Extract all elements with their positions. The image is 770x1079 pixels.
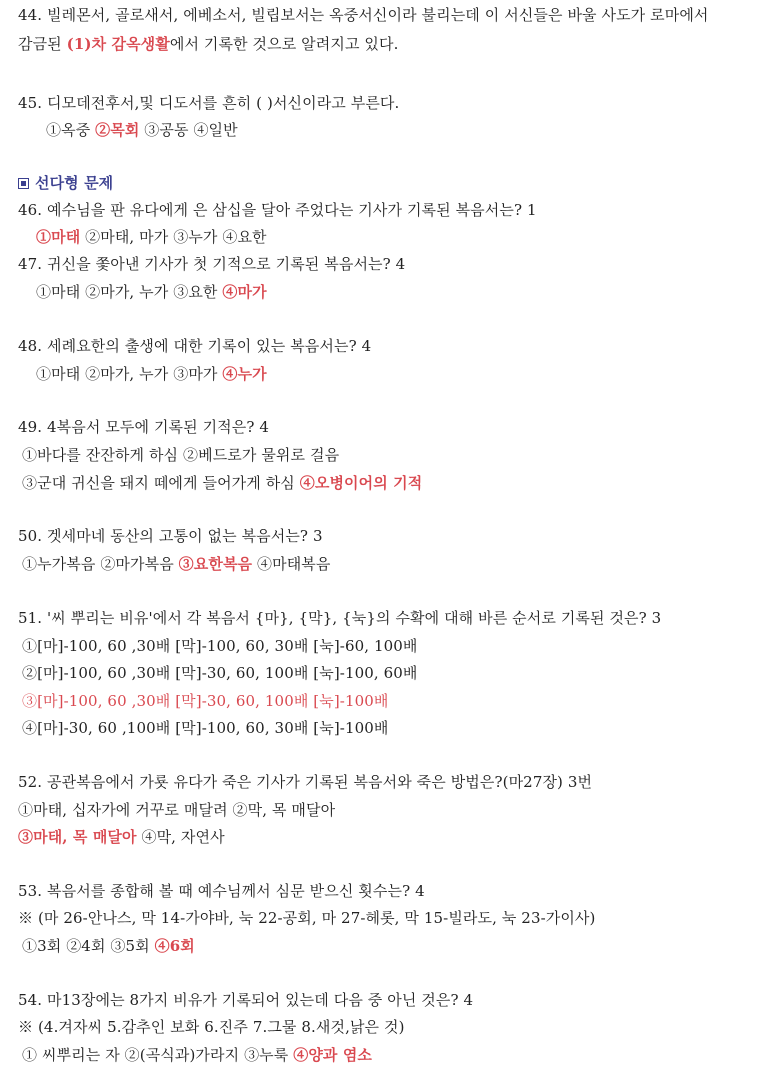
- text-segment: ※ (4.겨자씨 5.감추인 보화 6.진주 7.그물 8.새것,낡은 것): [18, 1018, 405, 1036]
- question-46: [18, 199, 537, 221]
- answer-highlight: ④6회: [154, 937, 195, 955]
- text-segment: ① 씨뿌리는 자 ②(곡식과)가라지 ③누룩: [22, 1046, 294, 1064]
- question-51-option-3: [22, 690, 388, 712]
- question-45-options: [46, 119, 238, 141]
- question-50-options: [22, 553, 330, 575]
- answer-highlight: ④누가: [222, 365, 267, 383]
- question-50: [18, 525, 323, 547]
- text-segment: ①[마]-100, 60 ,30배 [막]-100, 60, 30배 [눅]-60, 100배: [22, 637, 418, 655]
- question-47-options: [36, 281, 267, 303]
- text-segment: ①3회 ②4회 ③5회: [22, 937, 155, 955]
- text-segment: ②마태, 마가 ③누가 ④요한: [80, 228, 267, 246]
- question-45: [18, 92, 399, 114]
- text-segment: ④마태복음: [252, 555, 331, 573]
- question-49: [18, 416, 269, 438]
- text-segment: 51. '씨 뿌리는 비유'에서 각 복음서 {마}, {막}, {눅}의 수확에 대해 바른 순서로 기록된 것은? 3: [18, 609, 662, 627]
- text-segment: 47. 귀신을 쫓아낸 기사가 첫 기적으로 기록된 복음서는? 4: [18, 255, 406, 273]
- question-51-option-4: [22, 717, 388, 739]
- text-segment: 46. 예수님을 판 유다에게 은 삼십을 달아 주었다는 기사가 기록된 복음서는? 1: [18, 201, 537, 219]
- text-segment: 감금된: [18, 35, 67, 53]
- text-segment: 48. 세례요한의 출생에 대한 기록이 있는 복음서는? 4: [18, 337, 372, 355]
- question-49-options-2: [22, 472, 422, 494]
- section-title: 선다형 문제: [35, 174, 114, 192]
- text-segment: ④막, 자연사: [136, 828, 225, 846]
- text-segment: ②[마]-100, 60 ,30배 [막]-30, 60, 100배 [눅]-100, 60배: [22, 664, 418, 682]
- answer-highlight: ④오병이어의 기적: [299, 474, 423, 492]
- question-52: [18, 771, 592, 793]
- question-46-options: [36, 226, 267, 248]
- question-54-note: [18, 1016, 405, 1038]
- text-segment: 52. 공관복음에서 가룟 유다가 죽은 기사가 기록된 복음서와 죽은 방법은?(마27장) 3번: [18, 773, 593, 791]
- text-segment: ③군대 귀신을 돼지 떼에게 들어가게 하심: [22, 474, 300, 492]
- question-51: [18, 607, 661, 629]
- answer-highlight: ③[마]-100, 60 ,30배 [막]-30, 60, 100배 [눅]-100배: [22, 692, 389, 710]
- text-segment: ①옥중: [46, 121, 96, 139]
- question-54: [18, 989, 473, 1011]
- text-segment: ①마태 ②마가, 누가 ③마가: [36, 365, 223, 383]
- text-segment: ①누가복음 ②마가복음: [22, 555, 179, 573]
- question-53: [18, 880, 425, 902]
- text-segment: ①마태 ②마가, 누가 ③요한: [36, 283, 223, 301]
- question-53-note: [18, 907, 595, 929]
- question-51-option-2: [22, 662, 418, 684]
- section-heading: [18, 172, 113, 194]
- question-44-line-2: [18, 33, 398, 55]
- text-segment: ①마태, 십자가에 거꾸로 매달려 ②막, 목 매달아: [18, 801, 336, 819]
- text-segment: ③공동 ④일반: [139, 121, 238, 139]
- text-segment: 54. 마13장에는 8가지 비유가 기록되어 있는데 다음 중 아닌 것은? 4: [18, 991, 474, 1009]
- answer-highlight: ④마가: [222, 283, 267, 301]
- text-segment: 45. 디모데전후서,및 디도서를 흔히 ( )서신이라고 부른다.: [18, 94, 400, 112]
- text-segment: 에서 기록한 것으로 알려지고 있다.: [169, 35, 399, 53]
- question-52-options-1: [18, 799, 335, 821]
- question-49-options-1: [22, 444, 339, 466]
- question-47: [18, 253, 405, 275]
- question-54-options: [22, 1044, 372, 1066]
- text-segment: ①바다를 잔잔하게 하심 ②베드로가 물위로 걸음: [22, 446, 340, 464]
- question-51-option-1: [22, 635, 418, 657]
- answer-highlight: ③마태, 목 매달아: [18, 828, 137, 846]
- text-segment: 50. 겟세마네 동산의 고통이 없는 복음서는? 3: [18, 527, 323, 545]
- text-segment: 53. 복음서를 종합해 볼 때 예수님께서 심문 받으신 횟수는? 4: [18, 882, 425, 900]
- answer-highlight: ①마태: [36, 228, 81, 246]
- question-48: [18, 335, 371, 357]
- question-44-line-1: [18, 4, 709, 26]
- text-segment: ④[마]-30, 60 ,100배 [막]-100, 60, 30배 [눅]-100배: [22, 719, 389, 737]
- square-bullet-icon: [18, 178, 29, 189]
- question-48-options: [36, 363, 267, 385]
- question-53-options: [22, 935, 195, 957]
- answer-highlight: ②목회: [95, 121, 140, 139]
- answer-highlight: ③요한복음: [178, 555, 253, 573]
- answer-highlight: (1)차 감옥생활: [66, 35, 170, 53]
- text-segment: 49. 4복음서 모두에 기록된 기적은? 4: [18, 418, 270, 436]
- text-segment: ※ (마 26-안나스, 막 14-가야바, 눅 22-공회, 마 27-헤롯, 막 15-빌라도, 눅 23-가이사): [18, 909, 596, 927]
- answer-highlight: ④양과 염소: [293, 1046, 373, 1064]
- question-52-options-2: [18, 826, 225, 848]
- text-segment: 44. 빌레몬서, 골로새서, 에베소서, 빌립보서는 옥중서신이라 불리는데 이 서신들은 바울 사도가 로마에서: [18, 6, 709, 24]
